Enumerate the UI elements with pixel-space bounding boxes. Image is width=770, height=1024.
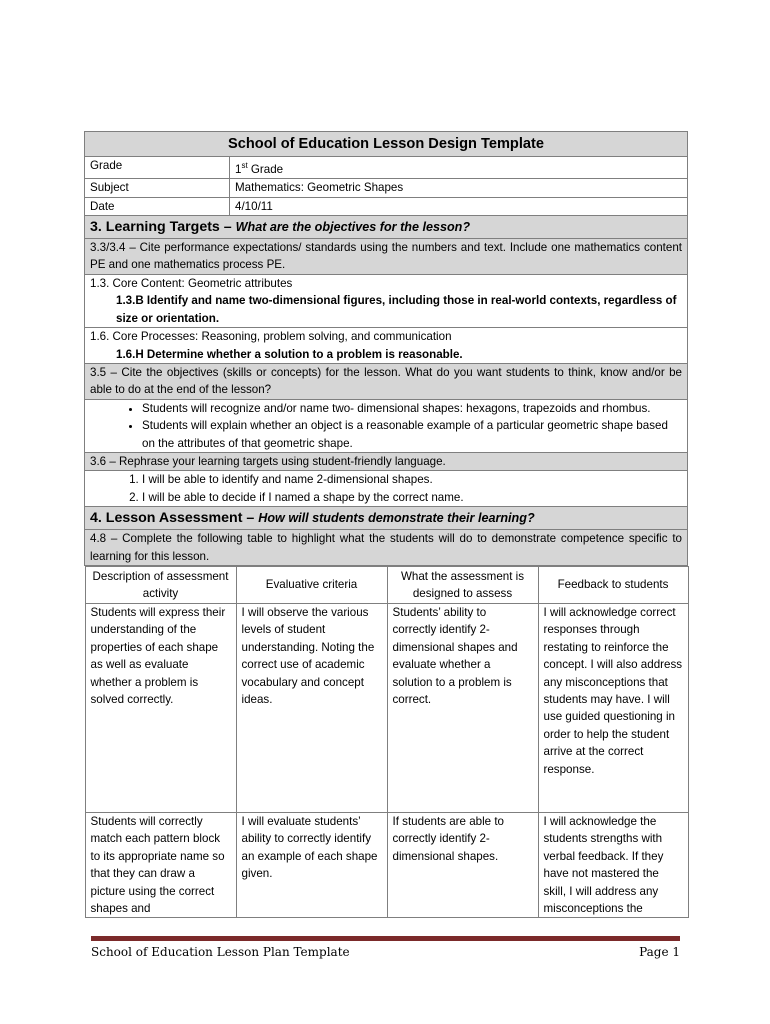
objectives-cell bbox=[85, 399, 688, 452]
assessment-prompt: 4.8 – Complete the following table to highlight what the students will do to demonstrate competence specific to learning for this lesson. bbox=[85, 530, 688, 566]
core-content-cell bbox=[85, 274, 688, 327]
standards-prompt: 3.3/3.4 – Cite performance expectations/ standards using the numbers and text. Include one mathematics content PE and one mathematics process PE. bbox=[85, 239, 688, 275]
table-cell: If students are able to correctly identify 2-dimensional shapes. bbox=[387, 812, 538, 917]
list-item: • Students will recognize and/or name two- dimensional shapes: hexagons, trapezoids and rhombus. bbox=[142, 400, 682, 417]
column-header: Evaluative criteria bbox=[236, 566, 387, 603]
subject-value: Mathematics: Geometric Shapes bbox=[230, 179, 688, 197]
table-cell: Students’ ability to correctly identify 2-dimensional shapes and evaluate whether a solution to a problem is correct. bbox=[387, 603, 538, 812]
document-title: School of Education Lesson Design Template bbox=[85, 132, 688, 157]
table-cell: I will acknowledge correct responses through restating to reinforce the concept. I will also address any misconceptions that students may have. I will use guided questioning in order to help the student arrive at the correct response. bbox=[538, 603, 688, 812]
student-targets-list bbox=[90, 471, 682, 506]
lesson-template-table bbox=[84, 131, 688, 918]
core-process-detail: 1.6.H Determine whether a solution to a problem is reasonable. bbox=[116, 347, 463, 361]
grade-value: 1st Grade bbox=[230, 157, 688, 179]
objectives-list bbox=[90, 400, 682, 452]
objectives-prompt: 3.5 – Cite the objectives (skills or concepts) for the lesson. What do you want students to think, know and/or be able to do at the end of the lesson? bbox=[85, 363, 688, 399]
footer-divider bbox=[91, 936, 680, 941]
list-item: 2. I will be able to decide if I named a shape by the correct name. bbox=[142, 489, 682, 506]
grade-label: Grade bbox=[85, 157, 230, 179]
rephrase-prompt: 3.6 – Rephrase your learning targets using student-friendly language. bbox=[85, 452, 688, 470]
table-cell: I will observe the various levels of student understanding. Noting the correct use of academic vocabulary and concept ideas. bbox=[236, 603, 387, 812]
section-4-heading: 4. Lesson Assessment – How will students demonstrate their learning? bbox=[85, 507, 688, 530]
core-content-detail: 1.3.B Identify and name two-dimensional figures, including those in real-world contexts, regardless of size or orientation. bbox=[116, 294, 677, 325]
page-number: Page 1 bbox=[639, 945, 680, 959]
table-cell: Students will express their understanding of the properties of each shape as well as evaluate whether a problem is solved correctly. bbox=[85, 603, 236, 812]
core-process-cell bbox=[85, 328, 688, 364]
core-content-label: 1.3. Core Content: Geometric attributes bbox=[90, 276, 293, 290]
assessment-table-container bbox=[85, 565, 688, 918]
list-item: 1. I will be able to identify and name 2-dimensional shapes. bbox=[142, 471, 682, 488]
footer-title: School of Education Lesson Plan Template bbox=[91, 945, 350, 959]
section-3-heading: 3. Learning Targets – What are the objectives for the lesson? bbox=[85, 216, 688, 239]
subject-label: Subject bbox=[85, 179, 230, 197]
core-process-label: 1.6. Core Processes: Reasoning, problem solving, and communication bbox=[90, 330, 452, 344]
list-item: • Students will explain whether an object is a reasonable example of a particular geometric shape based on the attributes of that geometric shape. bbox=[142, 417, 682, 452]
column-header: What the assessment is designed to assess bbox=[387, 566, 538, 603]
table-row bbox=[85, 603, 688, 812]
student-targets-cell bbox=[85, 471, 688, 507]
column-header: Feedback to students bbox=[538, 566, 688, 603]
table-row bbox=[85, 812, 688, 917]
table-cell: I will acknowledge the students strengths with verbal feedback. If they have not mastered the skill, I will address any misconceptions the bbox=[538, 812, 688, 917]
date-value: 4/10/11 bbox=[230, 197, 688, 215]
table-cell: I will evaluate students’ ability to correctly identify an example of each shape given. bbox=[236, 812, 387, 917]
date-label: Date bbox=[85, 197, 230, 215]
table-cell: Students will correctly match each pattern block to its appropriate name so that they can draw a picture using the correct shapes and bbox=[85, 812, 236, 917]
assessment-table bbox=[85, 566, 689, 918]
column-header: Description of assessment activity bbox=[85, 566, 236, 603]
